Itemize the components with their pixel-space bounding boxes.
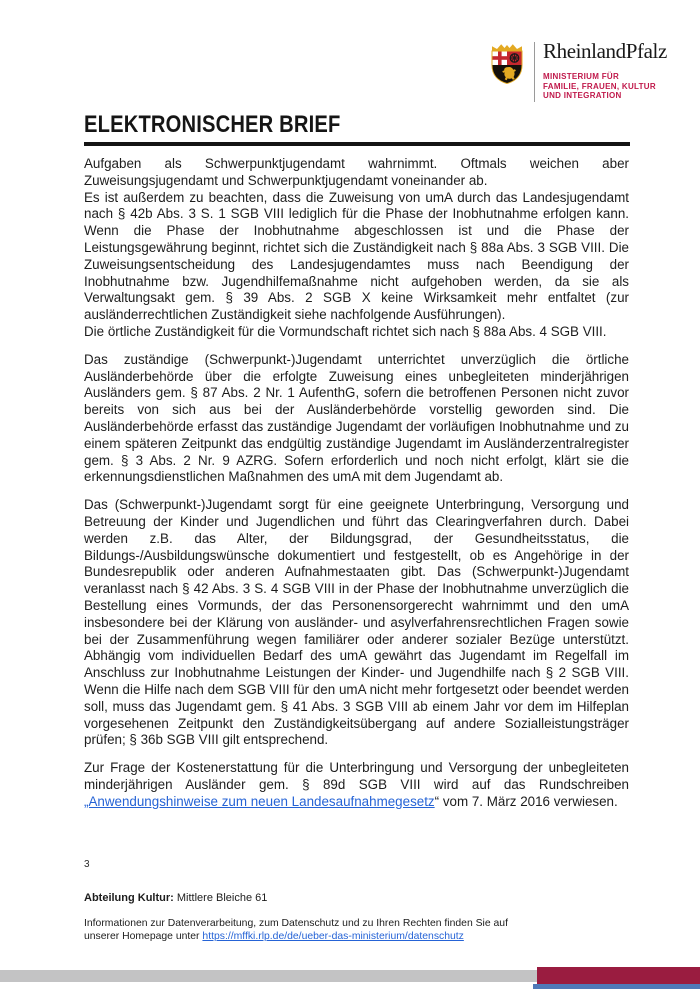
paragraph: Die örtliche Zuständigkeit für die Vormundschaft richtet sich nach § 88a Abs. 4 SGB VIII.	[84, 323, 607, 339]
paragraph: Aufgaben als Schwerpunktjugendamt wahrnimmt. Oftmals weichen aber Zuweisungsjugendamt und Schwerpunktjugendamt voneinander ab.	[84, 156, 629, 188]
footer-bar-blue	[533, 984, 700, 989]
privacy-info	[84, 917, 508, 944]
privacy-info-line: Informationen zur Datenverarbeitung, zum Datenschutz und zu Ihren Rechten finden Sie auf	[84, 918, 508, 929]
ministry-line: UND INTEGRATION	[543, 91, 622, 101]
title-block	[84, 111, 630, 146]
privacy-info-line	[84, 930, 508, 943]
paragraph: Das (Schwerpunkt-)Jugendamt sorgt für eine geeignete Unterbringung, Versorgung und Betreuung der Kinder und Jugendlichen und führt das Clearingverfahren durch. Dabei werden z.B. das Alter, der Bildungsgrad, der Gesundheitsstatus, die Bildungs-/Ausbildungswünsche dokumentiert und festgestellt, ob es Angehörige in der Bundesrepublik oder anderen Aufnahmestaaten gibt. Das (Schwerpunkt-)Jugendamt veranlasst nach § 42 Abs. 3 S. 4 SGB VIII in der Phase der Inobhutnahme unverzüglich die Bestellung eines Vormunds, der das Personensorgerecht wahrnimmt und den umA insbesondere bei der Klärung von ausländer- und asylverfahrensrechtlichen Fragen sowie bei der Zusammenführung wegen familiärer oder anderer sozialer Bezüge unterstützt. Abhängig vom individuellen Bedarf des umA gewährt das Jugendamt im Regelfall im Anschluss zur Inobhutnahme Leistungen der Kinder- und Jugendhilfe nach § 2 SGB VIII. Wenn die Hilfe nach dem SGB VIII für den umA nicht mehr fortgesetzt oder beendet werden soll, muss das Jugendamt gem. § 41 Abs. 3 SGB VIII ab einem Jahr vor dem im Hilfeplan vorgesehenen Zeitpunkt den Zuständigkeitsübergang auf andere Sozialleistungsträger prüfen; § 36b SGB VIII gilt entsprechend.	[84, 497, 629, 748]
privacy-link[interactable]: https://mffki.rlp.de/de/ueber-das-ministerium/datenschutz	[202, 931, 464, 943]
privacy-info-prefix: unserer Homepage unter	[84, 931, 203, 943]
ministry-logo	[489, 40, 667, 102]
page-number: 3	[84, 859, 90, 870]
footer-department	[84, 892, 267, 904]
logo-divider	[534, 42, 535, 102]
footer-bar-red	[537, 967, 700, 984]
department-address: Mittlere Bleiche 61	[173, 892, 268, 904]
department-label: Abteilung Kultur:	[84, 892, 174, 904]
closing-paragraph	[84, 760, 629, 810]
title-rule	[84, 142, 630, 146]
closing-text-after: “ vom 7. März 2016 verwiesen.	[434, 793, 618, 809]
paragraph: Es ist außerdem zu beachten, dass die Zuweisung von umA durch das Landesjugendamt nach § 42b Abs. 3 S. 1 SGB VIII lediglich für die Phase der Inobhutnahme erfolgen kann. Wenn die Phase der Inobhutnahme abgeschlossen ist und die Phase der Leistungsgewährung beginnt, richtet sich die Zuständigkeit nach § 88a Abs. 3 SGB VIII. Die Zuweisungsentscheidung des Landesjugendamtes muss nach Beendigung der Inobhutnahme bzw. Jugendhilfemaßnahme nicht aufgehoben werden, da sie als Verwaltungsakt gem. § 39 Abs. 2 SGB X keine Wirksamkeit mehr entfaltet (zur ausländerrechtlichen Zuständigkeit siehe nachfolgende Ausführungen).	[84, 189, 629, 323]
letter-body	[84, 156, 629, 810]
ministry-line: FAMILIE, FRAUEN, KULTUR	[543, 81, 656, 91]
rheinland-pfalz-coat-of-arms-icon	[489, 42, 525, 84]
logo-text	[543, 40, 667, 101]
page-title: ELEKTRONISCHER BRIEF	[84, 111, 341, 138]
footer-bar-gray	[0, 970, 537, 982]
paragraph: Das zuständige (Schwerpunkt-)Jugendamt unterrichtet unverzüglich die örtliche Ausländerbehörde über die erfolgte Zuweisung eines unbegleiteten minderjährigen Ausländers gem. § 87 Abs. 2 Nr. 1 AufenthG, sofern die betroffenen Personen nicht zuvor bereits von sich aus bei der Ausländerbehörde vorstellig geworden sind. Die Ausländerbehörde erfasst das zuständige Jugendamt der vorläufigen Inobhutnahme und zu einem späteren Zeitpunkt das endgültig zuständige Jugendamt im Ausländerzentralregister gem. § 3 Abs. 2 Nr. 9 AZRG. Sofern erforderlich und noch nicht erfolgt, klärt sie die erkennungsdienstlichen Maßnahmen des umA mit dem Jugendamt ab.	[84, 351, 629, 485]
brand-wordmark: RheinlandPfalz	[543, 39, 667, 63]
closing-text-before: Zur Frage der Kostenerstattung für die Unterbringung und Versorgung der unbegleiteten minderjährigen Ausländer gem. § 89d SGB VIII wird auf das Rundschreiben	[84, 760, 629, 792]
circular-letter-link[interactable]: „Anwendungshinweise zum neuen Landesaufnahmegesetz	[84, 793, 435, 809]
ministry-line: MINISTERIUM FÜR	[543, 72, 620, 81]
ministry-name	[543, 72, 667, 101]
